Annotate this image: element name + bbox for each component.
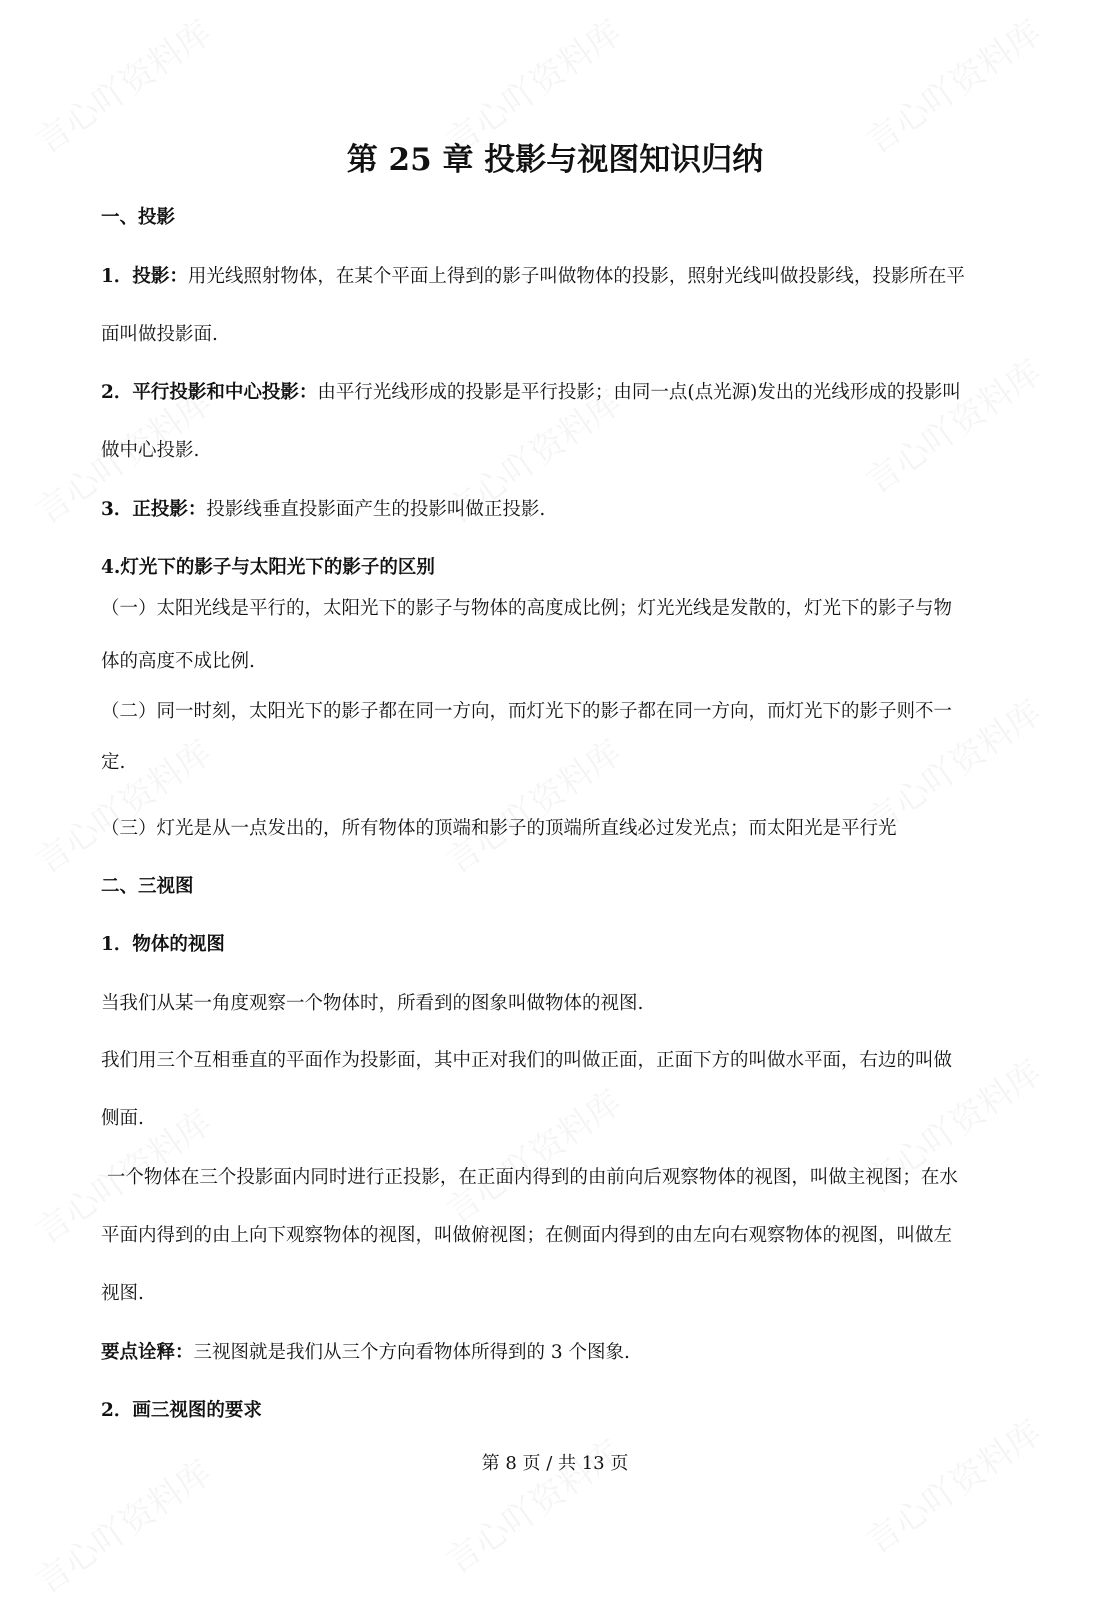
section-heading-projection: 一、投影 — [101, 207, 176, 228]
text: 由平行光线形成的投影是平行投影；由同一点(点光源)发出的光线形成的投影叫 — [317, 382, 961, 403]
subheading-drawing-requirements: 2．画三视图的要求 — [101, 1400, 262, 1421]
watermark — [434, 726, 629, 883]
text: 用光线照射物体，在某个平面上得到的影子叫做物体的投影，照射光线叫做投影线，投影所在平 — [187, 266, 965, 287]
note-text: 三视图就是我们从三个方向看物体所得到的 3 个图象. — [193, 1342, 630, 1363]
paragraph-line: 一个物体在三个投影面内同时进行正投影，在正面内得到的由前向后观察物体的视图，叫做主视图；在水 — [101, 1167, 958, 1188]
subheading-object-view: 1．物体的视图 — [101, 934, 225, 955]
paragraph-line: 平面内得到的由上向下观察物体的视图，叫做俯视图；在侧面内得到的由左向右观察物体的视图，叫做左 — [101, 1225, 953, 1246]
text: 投影线垂直投影面产生的投影叫做正投影. — [206, 499, 546, 520]
term-label: 3．正投影： — [101, 499, 207, 520]
note-label: 要点诠释： — [101, 1342, 194, 1363]
watermark — [434, 1426, 629, 1583]
watermark — [854, 346, 1049, 503]
paragraph-line: 体的高度不成比例. — [101, 651, 255, 672]
paragraph-line: （三）灯光是从一点发出的，所有物体的顶端和影子的顶端所直线必过发光点；而太阳光是平行光 — [101, 818, 897, 839]
paragraph-line: 当我们从某一角度观察一个物体时，所看到的图象叫做物体的视图. — [101, 993, 644, 1014]
paragraph-line: （二）同一时刻，太阳光下的影子都在同一方向，而灯光下的影子都在同一方向，而灯光下的影子则不一 — [101, 701, 953, 722]
paragraph-line: （一）太阳光线是平行的，太阳光下的影子与物体的高度成比例；灯光光线是发散的，灯光下的影子与物 — [101, 598, 953, 619]
paragraph-line: 我们用三个互相垂直的平面作为投影面，其中正对我们的叫做正面，正面下方的叫做水平面，右边的叫做 — [101, 1050, 953, 1071]
page-title: 第 25 章 投影与视图知识归纳 — [346, 142, 764, 178]
paragraph-line: 视图. — [101, 1283, 144, 1304]
paragraph-line — [101, 265, 965, 289]
paragraph-line — [101, 381, 961, 405]
term-label: 2．平行投影和中心投影： — [101, 382, 318, 403]
section-heading-three-views: 二、三视图 — [101, 876, 194, 897]
paragraph-line: 面叫做投影面. — [101, 324, 218, 345]
key-note — [101, 1341, 630, 1365]
subheading-shadow-difference: 4.灯光下的影子与太阳光下的影子的区别 — [101, 557, 435, 578]
paragraph-line: 侧面. — [101, 1108, 144, 1129]
watermark — [854, 1406, 1049, 1563]
paragraph-line — [101, 498, 545, 522]
paragraph-line: 定. — [101, 752, 126, 773]
term-label: 1．投影： — [101, 266, 188, 287]
watermark — [24, 726, 219, 883]
watermark — [434, 1076, 629, 1233]
page-number: 第 8 页 / 共 13 页 — [481, 1453, 629, 1474]
paragraph-line: 做中心投影. — [101, 440, 200, 461]
